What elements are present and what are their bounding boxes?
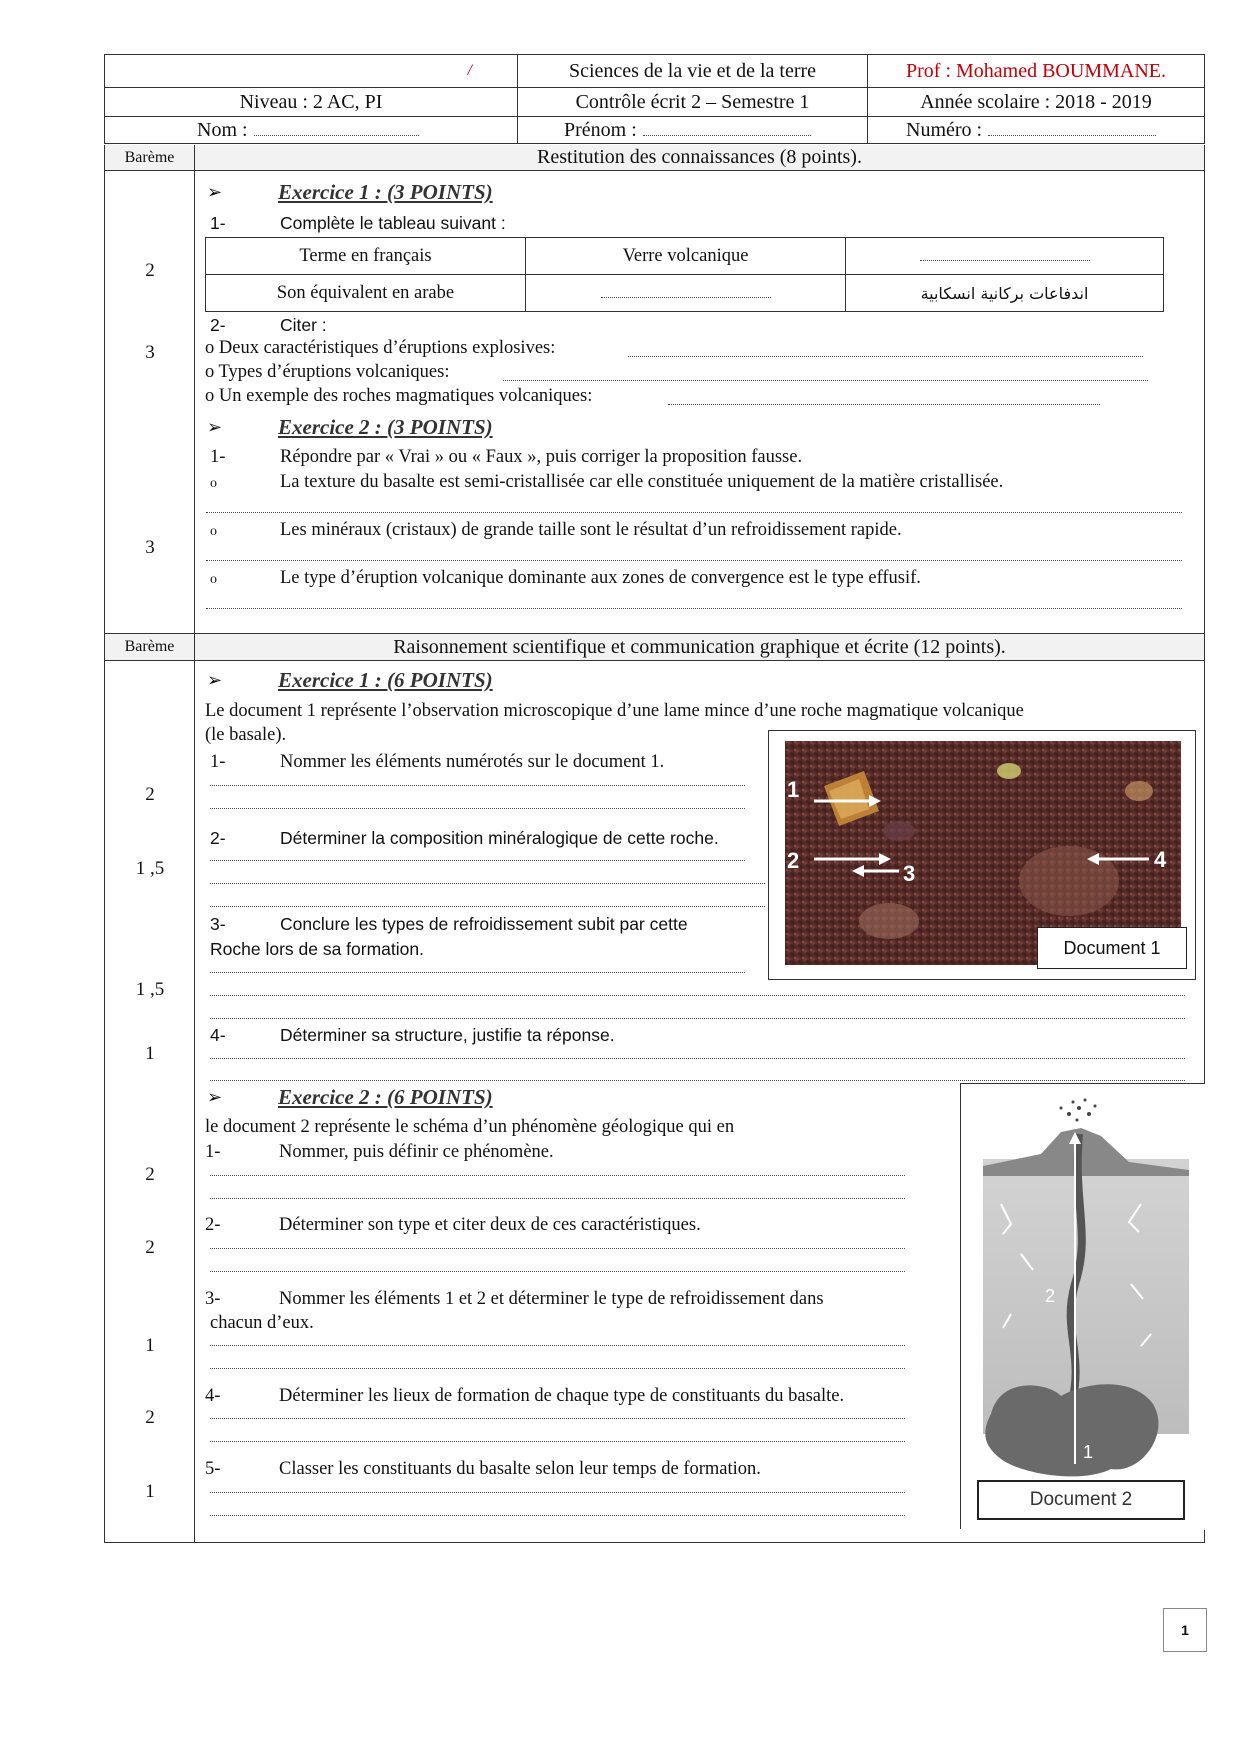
numero-field[interactable] <box>868 117 1204 143</box>
doc2-label: Document 2 <box>977 1480 1185 1520</box>
part1-point: 3 <box>145 342 155 363</box>
nom-field[interactable] <box>105 117 518 143</box>
answer-line[interactable] <box>210 972 745 973</box>
part2-point: 1 ,5 <box>135 979 165 1000</box>
answer-line[interactable] <box>206 512 1182 513</box>
part2-title: Raisonnement scientifique et communication graphique et écrite (12 points). <box>393 635 1006 658</box>
part1-point: 3 <box>145 537 155 558</box>
bullet: o <box>210 476 217 491</box>
arrow-icon: ➢ <box>207 417 223 437</box>
p2-ex2-title: Exercice 2 : (6 POINTS) <box>278 1085 493 1109</box>
part2-point: 1 ,5 <box>135 858 165 879</box>
doc1-mark: 4 <box>1154 847 1167 872</box>
header-subject: Sciences de la vie et de la terre <box>518 55 868 87</box>
answer-line[interactable] <box>210 1080 1185 1081</box>
part1-bar <box>105 145 1204 171</box>
answer-line[interactable] <box>628 356 1143 357</box>
doc1-label: Document 1 <box>1037 927 1187 969</box>
answer-line[interactable] <box>503 380 1148 381</box>
answer-line[interactable] <box>210 785 745 786</box>
part2-point: 2 <box>145 1237 155 1258</box>
table-cell-arabic: اندفاعات بركانية انسكابية <box>846 275 1164 312</box>
p1-ex1-q2-num: 2- <box>210 315 226 335</box>
nom-label: Nom : <box>197 118 248 141</box>
p1-ex1-q1-num: 1- <box>210 213 226 233</box>
document-1-figure <box>768 730 1196 980</box>
p1-ex1-title: Exercice 1 : (3 POINTS) <box>278 180 493 204</box>
part2-point: 2 <box>145 784 155 805</box>
table-cell: Verre volcanique <box>526 238 846 275</box>
p2-ex1-q3a: Conclure les types de refroidissement subit par cette <box>280 914 688 934</box>
table-cell: Terme en français <box>206 238 526 275</box>
answer-line[interactable] <box>210 1368 905 1369</box>
table-answer-cell[interactable] <box>846 238 1164 275</box>
p1-ex1-item: o Un exemple des roches magmatiques volcaniques: <box>205 386 593 406</box>
p1-ex2-q1-num: 1- <box>210 447 226 467</box>
answer-line[interactable] <box>210 808 745 809</box>
answer-line[interactable] <box>210 1018 1185 1019</box>
p2-ex1-title: Exercice 1 : (6 POINTS) <box>278 668 493 692</box>
p2-ex1-intro: Le document 1 représente l’observation microscopique d’une lame mince d’une roche magmatique volcanique <box>205 701 1024 721</box>
p1-ex2-prop: Le type d’éruption volcanique dominante aux zones de convergence est le type effusif. <box>280 568 921 588</box>
answer-line[interactable] <box>210 860 745 861</box>
doc1-mark: 2 <box>787 848 800 873</box>
part2-bareme-label: Barème <box>105 634 195 660</box>
answer-line[interactable] <box>210 883 765 884</box>
p2-ex1-q3b: Roche lors de sa formation. <box>210 939 424 959</box>
p2-ex2-q4: Déterminer les lieux de formation de chaque type de constituants du basalte. <box>279 1386 845 1406</box>
answer-line[interactable] <box>210 1492 905 1493</box>
header-niveau: Niveau : 2 AC, PI <box>105 88 518 116</box>
answer-line[interactable] <box>210 1175 905 1176</box>
numero-label: Numéro : <box>906 118 983 141</box>
prenom-field[interactable] <box>518 117 868 143</box>
p1-ex1-q1: Complète le tableau suivant : <box>280 213 506 233</box>
p2-ex2-q5: Classer les constituants du basalte selon leur temps de formation. <box>279 1459 761 1479</box>
part2-point: 2 <box>145 1407 155 1428</box>
header-slash: / <box>467 62 472 79</box>
p1-ex2-prop: Les minéraux (cristaux) de grande taille sont le résultat d’un refroidissement rapide. <box>280 520 902 540</box>
answer-line[interactable] <box>206 608 1182 609</box>
p1-ex2-prop: La texture du basalte est semi-cristallisée car elle constituée uniquement de la matière cristallisée. <box>280 472 1004 492</box>
answer-line[interactable] <box>210 1198 905 1199</box>
part2-bar <box>105 634 1204 661</box>
answer-line[interactable] <box>210 1418 905 1419</box>
part1-title: Restitution des connaissances (8 points). <box>537 146 862 168</box>
p2-ex2-q3a: Nommer les éléments 1 et 2 et déterminer le type de refroidissement dans <box>279 1289 824 1309</box>
p1-ex2-q1: Répondre par « Vrai » ou « Faux », puis corriger la proposition fausse. <box>280 447 803 467</box>
header-controle: Contrôle écrit 2 – Semestre 1 <box>518 88 868 116</box>
p2-ex2-q2-num: 2- <box>205 1215 221 1235</box>
volcano-schema-image <box>961 1084 1205 1530</box>
answer-line[interactable] <box>210 1441 905 1442</box>
doc1-mark: 1 <box>787 777 800 802</box>
p2-ex1-q1-num: 1- <box>210 752 226 772</box>
part1-point: 2 <box>145 260 155 281</box>
p2-ex2-q1-num: 1- <box>205 1142 221 1162</box>
header-table <box>104 54 1205 144</box>
header-prof: Prof : Mohamed BOUMMANE. <box>906 59 1166 82</box>
p2-ex1-q3-num: 3- <box>210 914 226 934</box>
doc1-mark: 3 <box>903 861 916 886</box>
p1-ex2-title: Exercice 2 : (3 POINTS) <box>278 415 493 439</box>
p1-ex1-q2: Citer : <box>280 315 327 335</box>
p2-ex2-q3b: chacun d’eux. <box>210 1313 314 1333</box>
doc2-mark: 1 <box>1083 1442 1094 1462</box>
answer-line[interactable] <box>210 1248 905 1249</box>
doc2-mark: 2 <box>1045 1286 1056 1306</box>
vocab-table <box>205 237 1164 312</box>
part1-bareme-label: Barème <box>105 145 195 170</box>
p2-ex1-intro: (le basale). <box>205 725 287 745</box>
answer-line[interactable] <box>210 995 1185 996</box>
arrow-icon: ➢ <box>207 182 223 202</box>
p2-ex1-q4-num: 4- <box>210 1025 226 1045</box>
answer-line[interactable] <box>210 1058 1185 1059</box>
answer-line[interactable] <box>210 906 765 907</box>
header-school-cell <box>105 55 518 87</box>
document-2-figure <box>960 1083 1204 1529</box>
p2-ex2-q3-num: 3- <box>205 1289 221 1309</box>
p1-ex1-item: o Types d’éruptions volcaniques: <box>205 362 450 382</box>
answer-line[interactable] <box>206 560 1182 561</box>
part2-point: 2 <box>145 1164 155 1185</box>
answer-line[interactable] <box>210 1271 905 1272</box>
answer-line[interactable] <box>210 1515 905 1516</box>
header-annee: Année scolaire : 2018 - 2019 <box>920 90 1152 113</box>
bullet: o <box>210 572 217 587</box>
p2-ex2-q1: Nommer, puis définir ce phénomène. <box>279 1142 554 1162</box>
part1-points-column <box>105 171 195 634</box>
answer-line[interactable] <box>210 1345 905 1346</box>
table-cell: Son équivalent en arabe <box>206 275 526 312</box>
p2-ex1-q2: Déterminer la composition minéralogique de cette roche. <box>280 828 719 848</box>
p2-ex2-q5-num: 5- <box>205 1459 221 1479</box>
part2-point: 1 <box>145 1481 155 1502</box>
bullet: o <box>210 524 217 539</box>
p2-ex1-q4: Déterminer sa structure, justifie ta réponse. <box>280 1025 615 1045</box>
p2-ex1-q2-num: 2- <box>210 828 226 848</box>
p2-ex2-q4-num: 4- <box>205 1386 221 1406</box>
part2-point: 1 <box>145 1043 155 1064</box>
p2-ex2-q2: Déterminer son type et citer deux de ces caractéristiques. <box>279 1215 701 1235</box>
table-answer-cell[interactable] <box>526 275 846 312</box>
p1-ex1-item: o Deux caractéristiques d’éruptions explosives: <box>205 338 556 358</box>
p2-ex1-q1: Nommer les éléments numérotés sur le document 1. <box>280 752 665 772</box>
answer-line[interactable] <box>668 404 1100 405</box>
arrow-icon: ➢ <box>207 1087 223 1107</box>
prenom-label: Prénom : <box>564 118 637 141</box>
part2-point: 1 <box>145 1335 155 1356</box>
p2-ex2-intro: le document 2 représente le schéma d’un phénomène géologique qui en <box>205 1117 735 1137</box>
arrow-icon: ➢ <box>207 670 223 690</box>
page-number: 1 <box>1163 1608 1207 1652</box>
